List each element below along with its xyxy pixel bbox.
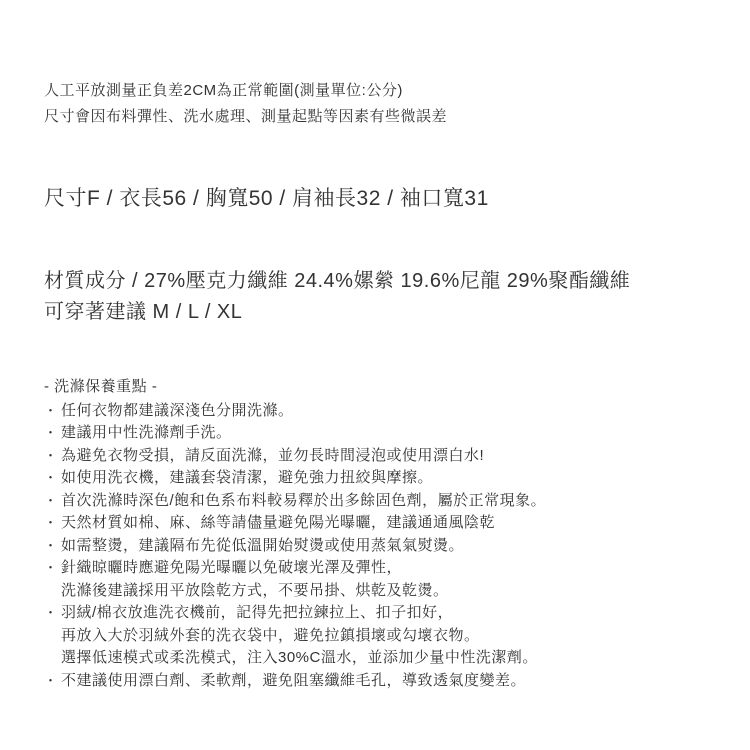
bullet-dot xyxy=(44,580,61,603)
bullet-dot xyxy=(44,625,61,648)
bullet-dot: ・ xyxy=(44,537,58,553)
care-item-text: 如需整燙，建議隔布先從低溫開始熨燙或使用蒸氣氣熨燙。 xyxy=(61,536,465,554)
care-item xyxy=(44,647,546,670)
care-item xyxy=(44,400,546,423)
care-item xyxy=(44,422,546,445)
care-item xyxy=(44,512,546,535)
care-item-text: 羽絨/棉衣放進洗衣機前，記得先把拉鍊拉上、扣子扣好， xyxy=(61,604,454,621)
care-item-text: 為避免衣物受損，請反面洗滌，並勿長時間浸泡或使用漂白水! xyxy=(61,446,485,464)
care-item-text: 選擇低速模式或柔洗模式，注入30%C溫水，並添加少量中性洗潔劑。 xyxy=(61,649,538,666)
care-item-text: 不建議使用漂白劑、柔軟劑，避免阻塞纖維毛孔，導致透氣度變差。 xyxy=(61,671,527,689)
size-info xyxy=(44,186,489,212)
care-item-text: 任何衣物都建議深淺色分開洗滌。 xyxy=(61,401,294,419)
care-item xyxy=(44,580,546,603)
care-item xyxy=(44,535,546,558)
care-heading: - 洗滌保養重點 - xyxy=(44,378,158,395)
care-item-text: 建議用中性洗滌劑手洗。 xyxy=(61,424,232,441)
measurement-notes xyxy=(44,78,447,130)
care-item xyxy=(44,625,546,648)
bullet-dot: ・ xyxy=(44,560,58,575)
size-info-text: 尺寸F / 衣長56 / 胸寬50 / 肩袖長32 / 袖口寬31 xyxy=(44,187,489,210)
care-section xyxy=(44,376,546,692)
bullet-dot: ・ xyxy=(44,402,58,418)
bullet-dot: ・ xyxy=(44,425,58,440)
bullet-dot: ・ xyxy=(44,605,58,620)
care-item xyxy=(44,445,546,468)
care-item-text: 天然材質如棉、麻、絲等請儘量避免陽光曝曬，建議通通風陰乾 xyxy=(61,514,496,531)
care-item xyxy=(44,557,546,580)
bullet-dot: ・ xyxy=(44,492,58,508)
bullet-dot xyxy=(44,647,61,670)
wear-suggestion: 可穿著建議 M / L / XL xyxy=(44,301,243,323)
care-item-text: 針織晾曬時應避免陽光曝曬以免破壞光澤及彈性， xyxy=(61,559,403,576)
measurement-note-line2: 尺寸會因布料彈性、洗水處理、測量起點等因素有些微誤差 xyxy=(44,108,448,125)
care-item-text: 再放入大於羽絨外套的洗衣袋中，避免拉鎮損壞或勾壞衣物。 xyxy=(61,626,480,644)
bullet-dot: ・ xyxy=(44,672,58,688)
bullet-dot: ・ xyxy=(44,470,58,485)
care-item xyxy=(44,467,546,490)
bullet-dot: ・ xyxy=(44,447,58,463)
care-item xyxy=(44,602,546,625)
bullet-dot: ・ xyxy=(44,515,58,530)
care-item-text: 洗滌後建議採用平放陰乾方式，不要吊掛、烘乾及乾燙。 xyxy=(61,581,449,599)
care-item xyxy=(44,490,546,513)
material-composition: 材質成分 / 27%壓克力纖維 24.4%嫘縈 19.6%尼龍 29%聚酯纖維 xyxy=(44,270,631,292)
material-info xyxy=(44,266,630,328)
care-item-text: 如使用洗衣機，建議套袋清潔，避免強力扭絞與摩擦。 xyxy=(61,469,434,486)
care-list xyxy=(44,400,546,693)
care-item-text: 首次洗滌時深色/飽和色系布料較易釋於出多餘固色劑，屬於正常現象。 xyxy=(61,491,547,509)
measurement-note-line1: 人工平放測量正負差2CM為正常範圍(測量單位:公分) xyxy=(44,82,403,99)
care-item xyxy=(44,670,546,693)
